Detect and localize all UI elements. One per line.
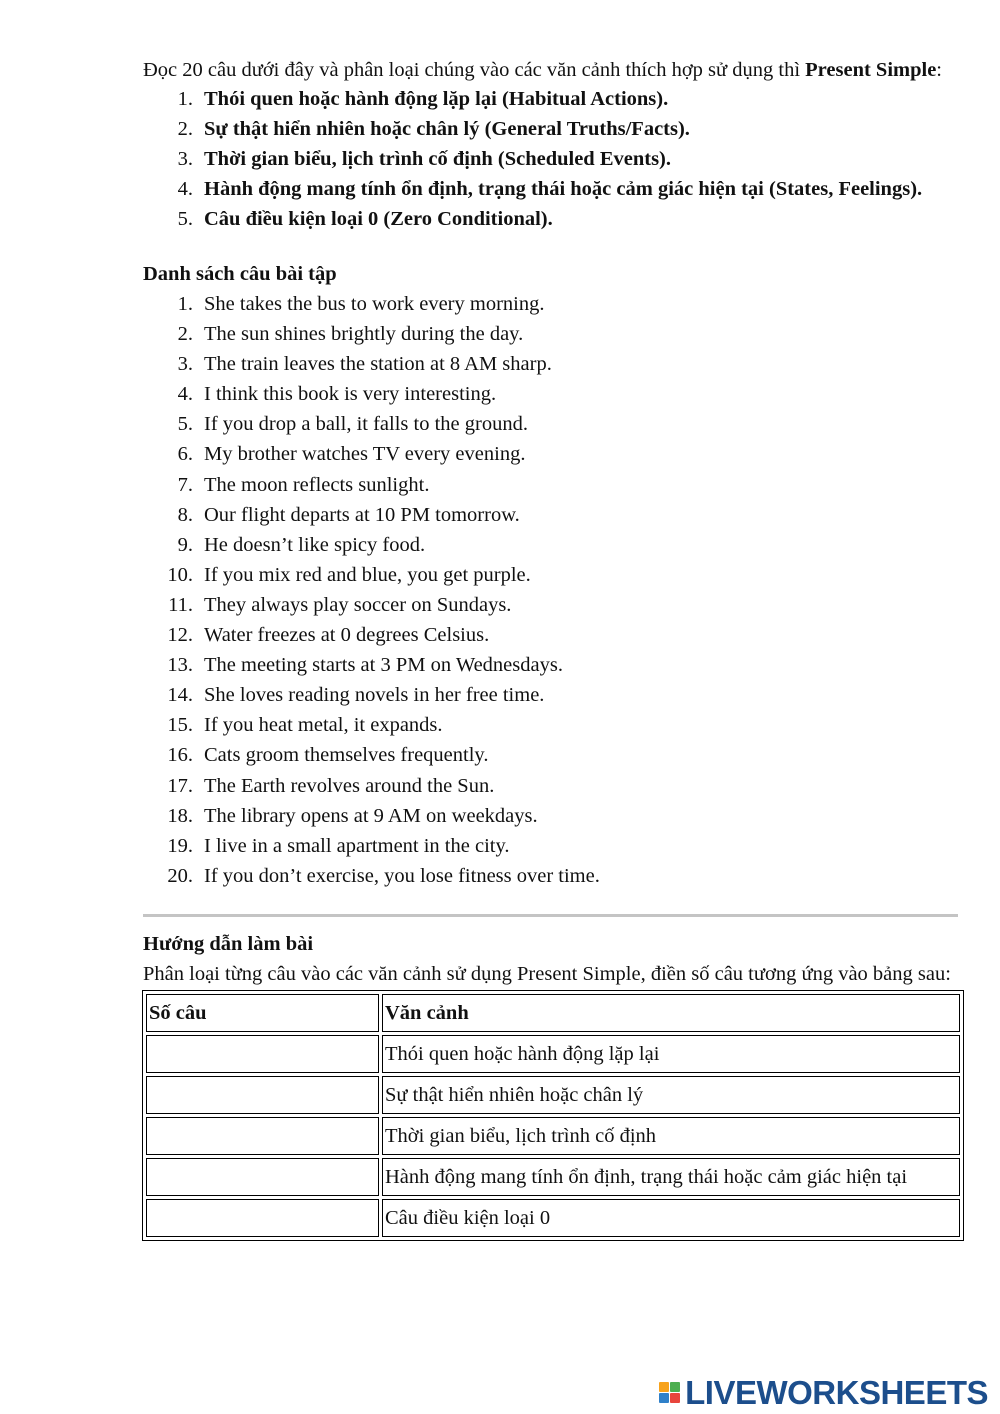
exercise-text: The Earth revolves around the Sun. xyxy=(204,774,495,797)
context-item xyxy=(143,87,963,112)
exercise-item xyxy=(143,563,963,593)
context-item xyxy=(143,147,963,172)
exercise-text: My brother watches TV every evening. xyxy=(204,443,526,466)
context-cell: Câu điều kiện loại 0 xyxy=(382,1199,960,1237)
exercise-item xyxy=(143,412,963,442)
exercise-number: 5. xyxy=(177,413,193,436)
guide-text: Phân loại từng câu vào các văn cảnh sử dụng Present Simple, điền số câu tương ứng vào bảng sau: xyxy=(143,962,951,985)
exercise-list xyxy=(143,292,963,894)
logo-square-v xyxy=(659,1393,669,1403)
exercise-item xyxy=(143,653,963,683)
exercise-item xyxy=(143,804,963,834)
section-divider xyxy=(143,914,958,917)
exercise-number: 15. xyxy=(167,714,193,737)
exercise-text: Cats groom themselves frequently. xyxy=(204,744,489,767)
exercise-text: Our flight departs at 10 PM tomorrow. xyxy=(204,503,520,526)
exercise-number: 9. xyxy=(177,533,193,556)
exercise-text: The sun shines brightly during the day. xyxy=(204,323,524,346)
exercise-item xyxy=(143,713,963,743)
context-item xyxy=(143,117,963,142)
intro-paragraph xyxy=(143,58,963,83)
exercise-number: 11. xyxy=(168,593,193,616)
liveworksheets-logo-icon xyxy=(659,1382,680,1403)
logo-square-e xyxy=(670,1393,680,1403)
liveworksheets-logo-text: LIVEWORKSHEETS xyxy=(685,1373,988,1411)
exercise-item xyxy=(143,593,963,623)
exercise-text: I live in a small apartment in the city. xyxy=(204,834,510,857)
exercise-item xyxy=(143,623,963,653)
answer-cell[interactable] xyxy=(146,1035,379,1073)
exercise-number: 18. xyxy=(167,804,193,827)
exercise-item xyxy=(143,743,963,773)
logo-square-i xyxy=(670,1382,680,1392)
header-sentence-number: Số câu xyxy=(146,994,379,1032)
exercise-text: The train leaves the station at 8 AM sharp. xyxy=(204,353,552,376)
exercise-item xyxy=(143,442,963,472)
intro-text: Đọc 20 câu dưới đây và phân loại chúng vào các văn cảnh thích hợp sử dụng thì xyxy=(143,59,806,81)
exercise-number: 14. xyxy=(167,684,193,707)
context-text: Sự thật hiển nhiên hoặc chân lý (General Truths/Facts). xyxy=(204,118,690,140)
context-item xyxy=(143,207,963,232)
exercise-number: 3. xyxy=(177,353,193,376)
exercise-number: 10. xyxy=(167,563,193,586)
exercise-text: He doesn’t like spicy food. xyxy=(204,533,426,556)
table-row xyxy=(146,1076,960,1114)
exercise-text: The library opens at 9 AM on weekdays. xyxy=(204,804,538,827)
answer-cell[interactable] xyxy=(146,1117,379,1155)
worksheet-page xyxy=(143,58,963,1241)
exercise-text: The meeting starts at 3 PM on Wednesdays. xyxy=(204,654,563,677)
table-row xyxy=(146,1199,960,1237)
exercise-text: The moon reflects sunlight. xyxy=(204,473,430,496)
exercise-text: They always play soccer on Sundays. xyxy=(204,593,512,616)
exercise-number: 8. xyxy=(177,503,193,526)
context-cell: Hành động mang tính ổn định, trạng thái hoặc cảm giác hiện tại xyxy=(382,1158,960,1196)
exercise-item xyxy=(143,683,963,713)
exercise-text: She takes the bus to work every morning. xyxy=(204,293,545,315)
liveworksheets-logo xyxy=(659,1374,988,1410)
context-number: 5. xyxy=(177,208,193,230)
context-cell: Thói quen hoặc hành động lặp lại xyxy=(382,1035,960,1073)
table-row xyxy=(146,1035,960,1073)
exercise-number: 13. xyxy=(167,654,193,677)
context-text: Thói quen hoặc hành động lặp lại (Habitual Actions). xyxy=(204,88,669,110)
answer-table xyxy=(142,990,964,1241)
context-text: Thời gian biểu, lịch trình cố định (Scheduled Events). xyxy=(204,148,672,170)
exercise-text: If you mix red and blue, you get purple. xyxy=(204,563,531,586)
exercise-text: If you heat metal, it expands. xyxy=(204,714,443,737)
exercise-item xyxy=(143,292,963,322)
exercise-number: 6. xyxy=(177,443,193,466)
exercise-item xyxy=(143,503,963,533)
header-context: Văn cảnh xyxy=(382,994,960,1032)
context-item xyxy=(143,177,963,202)
exercise-item xyxy=(143,864,963,894)
exercise-item xyxy=(143,834,963,864)
exercise-item xyxy=(143,352,963,382)
context-text: Câu điều kiện loại 0 (Zero Conditional). xyxy=(204,208,553,230)
exercise-item xyxy=(143,473,963,503)
context-cell: Sự thật hiển nhiên hoặc chân lý xyxy=(382,1076,960,1114)
context-number: 2. xyxy=(177,118,193,140)
exercise-number: 4. xyxy=(177,383,193,406)
exercise-text: Water freezes at 0 degrees Celsius. xyxy=(204,624,490,647)
guide-title: Hướng dẫn làm bài xyxy=(143,932,314,955)
exercise-number: 16. xyxy=(167,744,193,767)
intro-bold-term: Present Simple xyxy=(805,59,937,81)
table-row xyxy=(146,1117,960,1155)
exercise-item xyxy=(143,382,963,412)
exercise-text: If you drop a ball, it falls to the ground. xyxy=(204,413,528,436)
exercise-text: If you don’t exercise, you lose fitness over time. xyxy=(204,864,600,887)
exercise-number: 19. xyxy=(167,834,193,857)
exercise-item xyxy=(143,533,963,563)
context-number: 4. xyxy=(177,178,193,200)
exercise-number: 12. xyxy=(167,624,193,647)
exercise-item xyxy=(143,322,963,352)
table-row xyxy=(146,1158,960,1196)
answer-table-header xyxy=(146,994,960,1032)
exercise-number: 17. xyxy=(167,774,193,797)
context-cell: Thời gian biểu, lịch trình cố định xyxy=(382,1117,960,1155)
logo-square-l xyxy=(659,1382,669,1392)
answer-cell[interactable] xyxy=(146,1076,379,1114)
intro-colon: : xyxy=(936,59,942,81)
context-list xyxy=(143,87,963,232)
exercise-number: 7. xyxy=(177,473,193,496)
context-text: Hành động mang tính ổn định, trạng thái hoặc cảm giác hiện tại (States, Feelings). xyxy=(204,178,923,200)
context-number: 1. xyxy=(177,88,193,110)
exercise-text: I think this book is very interesting. xyxy=(204,383,497,406)
exercise-number: 1. xyxy=(177,293,193,315)
exercise-title: Danh sách câu bài tập xyxy=(143,263,337,285)
context-number: 3. xyxy=(177,148,193,170)
answer-cell[interactable] xyxy=(146,1158,379,1196)
exercise-number: 20. xyxy=(167,864,193,887)
answer-cell[interactable] xyxy=(146,1199,379,1237)
exercise-item xyxy=(143,774,963,804)
exercise-text: She loves reading novels in her free time. xyxy=(204,684,545,707)
exercise-number: 2. xyxy=(177,323,193,346)
